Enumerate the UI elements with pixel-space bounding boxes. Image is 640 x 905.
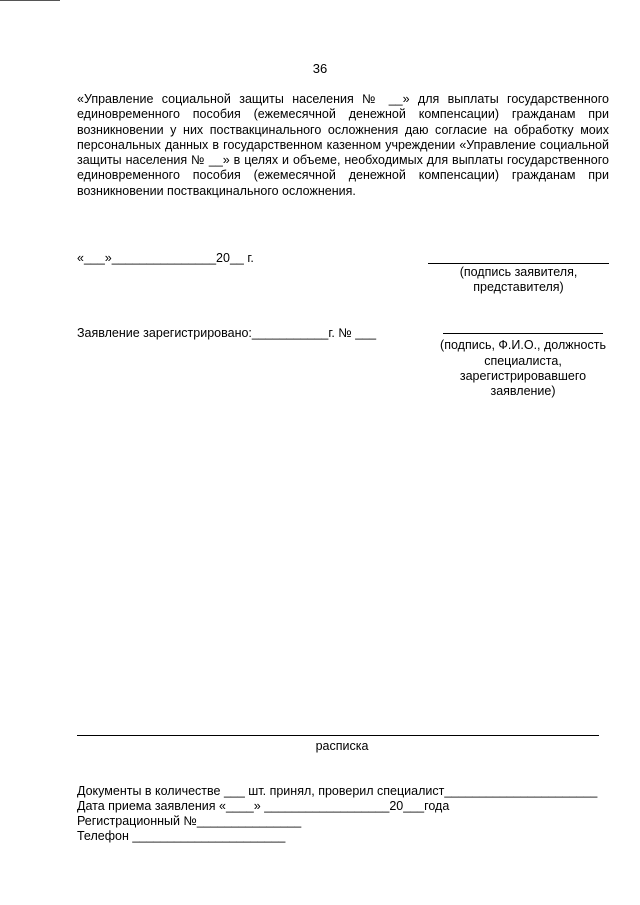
receipt-title: расписка [315, 739, 369, 753]
receipt-date-line: Дата приема заявления «____» __________________20___года [77, 799, 450, 813]
applicant-signature-line [428, 263, 609, 264]
receipt-phone-line: Телефон ______________________ [77, 829, 286, 843]
applicant-signature-caption-1: (подпись заявителя, [459, 265, 578, 279]
page-number: 36 [312, 61, 328, 76]
date-line: «___»_______________20__ г. [77, 251, 254, 265]
specialist-caption-3: зарегистрировавшего [459, 369, 587, 383]
registered-line: Заявление зарегистрировано:___________г. № ___ [77, 326, 377, 340]
receipt-registration-line: Регистрационный №_______________ [77, 814, 302, 828]
specialist-caption-1: (подпись, Ф.И.О., должность [440, 338, 606, 352]
applicant-signature-caption-2: представителя) [473, 280, 564, 294]
specialist-caption-4: заявление) [490, 384, 556, 398]
corner-mark [0, 0, 60, 3]
specialist-signature-line [443, 333, 603, 334]
receipt-separator-line [77, 735, 599, 736]
consent-paragraph: «Управление социальной защиты населения № __» для выплаты государственного единовременного пособия (ежемесячной денежной компенсации) гражданам при возникновении у них поствакцинального осложнения даю согласие на обработку моих персональных данных в государственном казенном учреждении «Управление социальной защиты населения № __» в целях и объеме, необходимых для выплаты государственного единовременного пособия (ежемесячной денежной компенсации) гражданам при возникновении поствакцинального осложнения. [77, 92, 609, 198]
specialist-caption-2: специалиста, [484, 354, 562, 368]
receipt-documents-line: Документы в количестве ___ шт. принял, проверил специалист______________________ [77, 784, 598, 798]
